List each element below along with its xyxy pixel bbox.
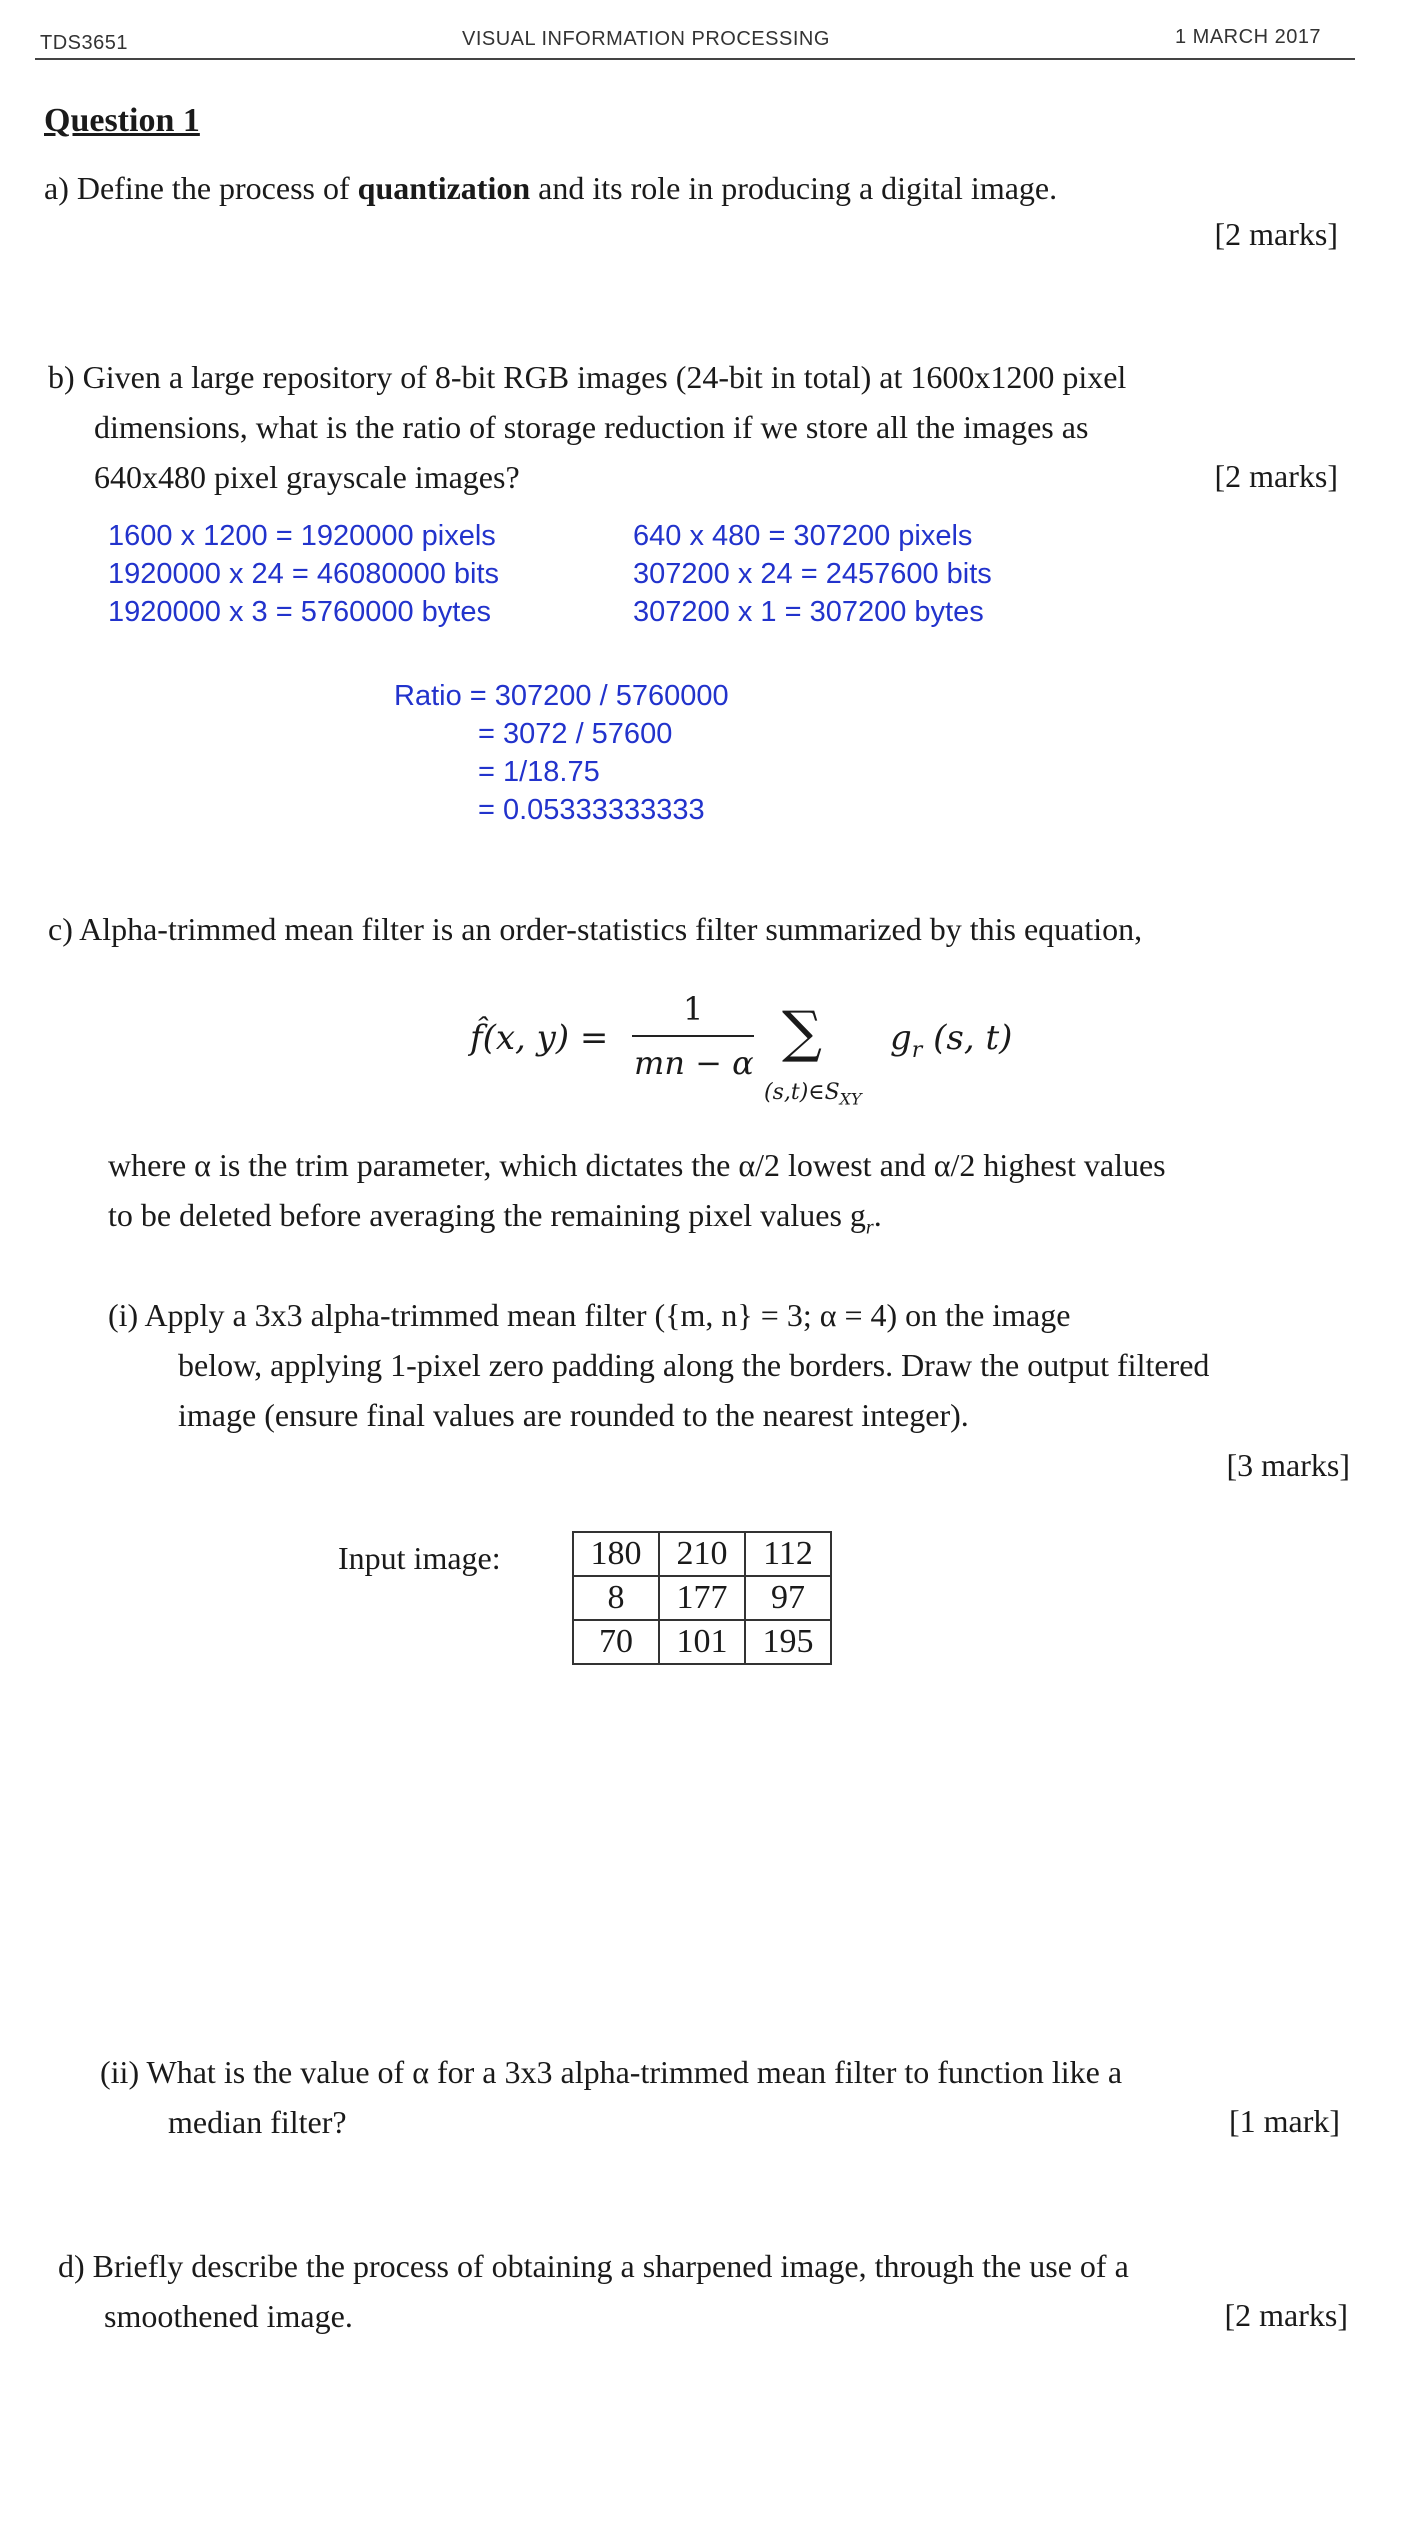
equation-fraction-bar xyxy=(632,1035,754,1037)
question-title: Question 1 xyxy=(44,102,200,139)
matrix-row xyxy=(573,1532,831,1576)
part-b-line-2: dimensions, what is the ratio of storage reduction if we store all the images as xyxy=(94,409,1089,445)
equation-sum-sign: ∑ xyxy=(782,1000,822,1065)
part-c-ii-line-1: (ii) What is the value of α for a 3x3 alpha-trimmed mean filter to function like a xyxy=(100,2054,1123,2090)
part-c-where-text: to be deleted before averaging the remaining pixel values g xyxy=(108,1197,866,1233)
matrix-cell: 97 xyxy=(745,1576,831,1620)
matrix-cell: 101 xyxy=(659,1620,745,1664)
part-c-ii-marks: [1 mark] xyxy=(1228,2103,1340,2139)
input-image-label: Input image: xyxy=(338,1540,501,1576)
part-c-where-sub: r xyxy=(865,1216,874,1239)
part-d-line-1: d) Briefly describe the process of obtaining a sharpened image, through the use of a xyxy=(58,2248,1129,2284)
part-a-suffix: and its role in producing a digital image. xyxy=(530,170,1058,206)
part-d-line-2: smoothened image. xyxy=(104,2298,353,2334)
answer-left-line: 1600 x 1200 = 1920000 pixels xyxy=(108,520,496,552)
matrix-cell: 177 xyxy=(659,1576,745,1620)
part-d-marks: [2 marks] xyxy=(1224,2297,1348,2333)
matrix-cell: 112 xyxy=(745,1532,831,1576)
answer-left-column xyxy=(108,517,499,631)
answer-right-line: 307200 x 24 = 2457600 bits xyxy=(633,558,992,590)
part-c-i-line-3: image (ensure final values are rounded to the nearest integer). xyxy=(178,1397,969,1433)
matrix-cell: 195 xyxy=(745,1620,831,1664)
answer-right-column xyxy=(633,517,992,631)
part-c-where-end: . xyxy=(873,1197,882,1233)
exam-date: 1 MARCH 2017 xyxy=(1175,26,1322,48)
part-c-ii-line-2: median filter? xyxy=(168,2104,347,2140)
equation-numerator: 1 xyxy=(683,990,704,1028)
part-c-where-line-2 xyxy=(108,1190,882,1252)
matrix-cell: 210 xyxy=(659,1532,745,1576)
matrix-row xyxy=(573,1620,831,1664)
part-a-text xyxy=(44,163,1057,213)
equation-term xyxy=(890,1018,1012,1063)
part-c-i-line-2: below, applying 1-pixel zero padding along the borders. Draw the output filtered xyxy=(178,1347,1210,1383)
answer-right-line: 640 x 480 = 307200 pixels xyxy=(633,520,973,552)
part-b-line-1: b) Given a large repository of 8-bit RGB images (24-bit in total) at 1600x1200 pixel xyxy=(48,359,1127,395)
matrix-cell: 180 xyxy=(573,1532,659,1576)
equation-denominator: mn − α xyxy=(634,1044,754,1082)
matrix-cell: 8 xyxy=(573,1576,659,1620)
matrix-row xyxy=(573,1576,831,1620)
part-c-i-marks: [3 marks] xyxy=(1226,1447,1350,1483)
matrix-cell: 70 xyxy=(573,1620,659,1664)
part-c-where-line-1: where α is the trim parameter, which dictates the α/2 lowest and α/2 highest values xyxy=(108,1147,1166,1183)
answer-ratio-line-2: = 3072 / 57600 xyxy=(478,718,673,750)
part-b-marks: [2 marks] xyxy=(1214,458,1338,494)
answer-ratio-line-4: = 0.05333333333 xyxy=(478,794,705,826)
header-rule xyxy=(35,58,1355,60)
equation-term-g: g xyxy=(890,1018,912,1058)
equation-term-args: (s, t) xyxy=(933,1018,1013,1058)
answer-left-line: 1920000 x 3 = 5760000 bytes xyxy=(108,596,491,628)
part-c-intro: c) Alpha-trimmed mean filter is an order-statistics filter summarized by this equation, xyxy=(48,911,1143,947)
part-c-i-line-1: (i) Apply a 3x3 alpha-trimmed mean filter ({m, n} = 3; α = 4) on the image xyxy=(108,1297,1071,1333)
part-a-keyword: quantization xyxy=(357,170,531,206)
answer-left-line: 1920000 x 24 = 46080000 bits xyxy=(108,558,500,590)
part-a-marks: [2 marks] xyxy=(1214,216,1338,252)
part-a-prefix: a) Define the process of xyxy=(44,170,358,206)
answer-ratio-line-3: = 1/18.75 xyxy=(478,756,600,788)
course-title: VISUAL INFORMATION PROCESSING xyxy=(462,28,830,50)
input-image-matrix xyxy=(572,1531,832,1665)
equation-sum-index: (s,t)∈S xyxy=(764,1080,840,1105)
equation-sum-index-xy: XY xyxy=(839,1089,862,1109)
equation-term-sub: r xyxy=(911,1037,923,1063)
course-code: TDS3651 xyxy=(40,32,128,54)
part-b-line-3: 640x480 pixel grayscale images? xyxy=(94,459,520,495)
answer-right-line: 307200 x 1 = 307200 bytes xyxy=(633,596,984,628)
equation-lhs: f̂(x, y) = xyxy=(470,1018,609,1058)
answer-ratio-line-1: Ratio = 307200 / 5760000 xyxy=(394,680,729,712)
equation-sum-subscript xyxy=(764,1080,862,1108)
